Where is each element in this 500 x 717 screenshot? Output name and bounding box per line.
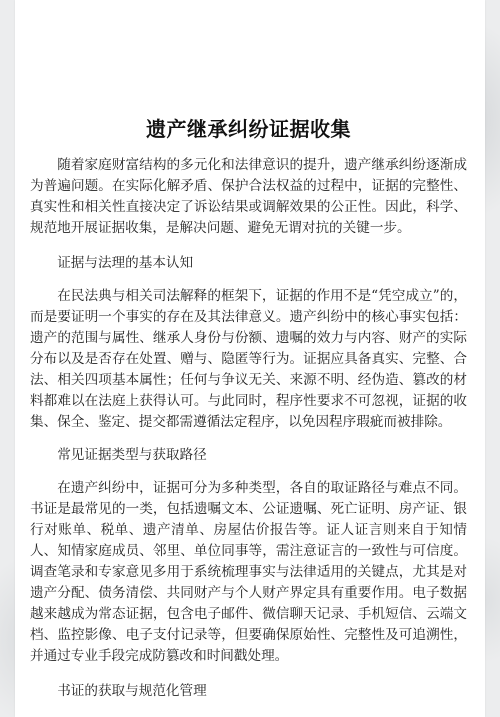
section-body-1: 在民法典与相关司法解释的框架下，证据的作用不是“凭空成立”的，而是要证明一个事实的存在及其法律意义。遗产纠纷中的核心事实包括：遗产的范围与属性、继承人身份与份额、遗嘱的效力与内容、财产的实际分布以及是否存在处置、赠与、隐匿等行为。证据应具备真实、完整、合法、相关四项基本属性；任何与争议无关、来源不明、经伪造、篡改的材料都难以在法庭上获得认可。与此同时，程序性要求不可忽视，证据的收集、保全、鉴定、提交都需遵循法定程序，以免因程序瑕疵而被排除。 xyxy=(30,288,467,430)
section-body-2: 在遗产纠纷中，证据可分为多种类型，各自的取证路径与难点不同。书证是最常见的一类，包括遗嘱文本、公证遗嘱、死亡证明、房产证、银行对账单、税单、遗产清单、房屋估价报告等。证人证言则来自于知情人、知情家庭成员、邻里、单位同事等，需注意证言的一致性与可信度。调查笔录和专家意见多用于系统梳理事实与法律适用的关键点，尤其是对遗产分配、债务清偿、共同财产与个人财产界定具有重要作用。电子数据越来越成为常态证据，包含电子邮件、微信聊天记录、手机短信、云端文档、监控影像、电子支付记录等，但要确保原始性、完整性及可追溯性，并通过专业手段完成防篡改和时间戳处理。 xyxy=(30,480,467,664)
section-heading-1: 证据与法理的基本认知 xyxy=(57,255,194,271)
section-heading-3: 书证的获取与规范化管理 xyxy=(57,683,207,699)
section-heading-2: 常见证据类型与获取路径 xyxy=(57,447,207,463)
document-title: 遗产继承纠纷证据收集 xyxy=(146,117,351,141)
intro-paragraph: 随着家庭财富结构的多元化和法律意识的提升，遗产继承纠纷逐渐成为普遍问题。在实际化解矛盾、保护合法权益的过程中，证据的完整性、真实性和相关性直接决定了诉讼结果或调解效果的公正性。因此，科学、规范地开展证据收集，是解决问题、避免无谓对抗的关键一步。 xyxy=(30,157,467,236)
document-content xyxy=(30,115,467,702)
